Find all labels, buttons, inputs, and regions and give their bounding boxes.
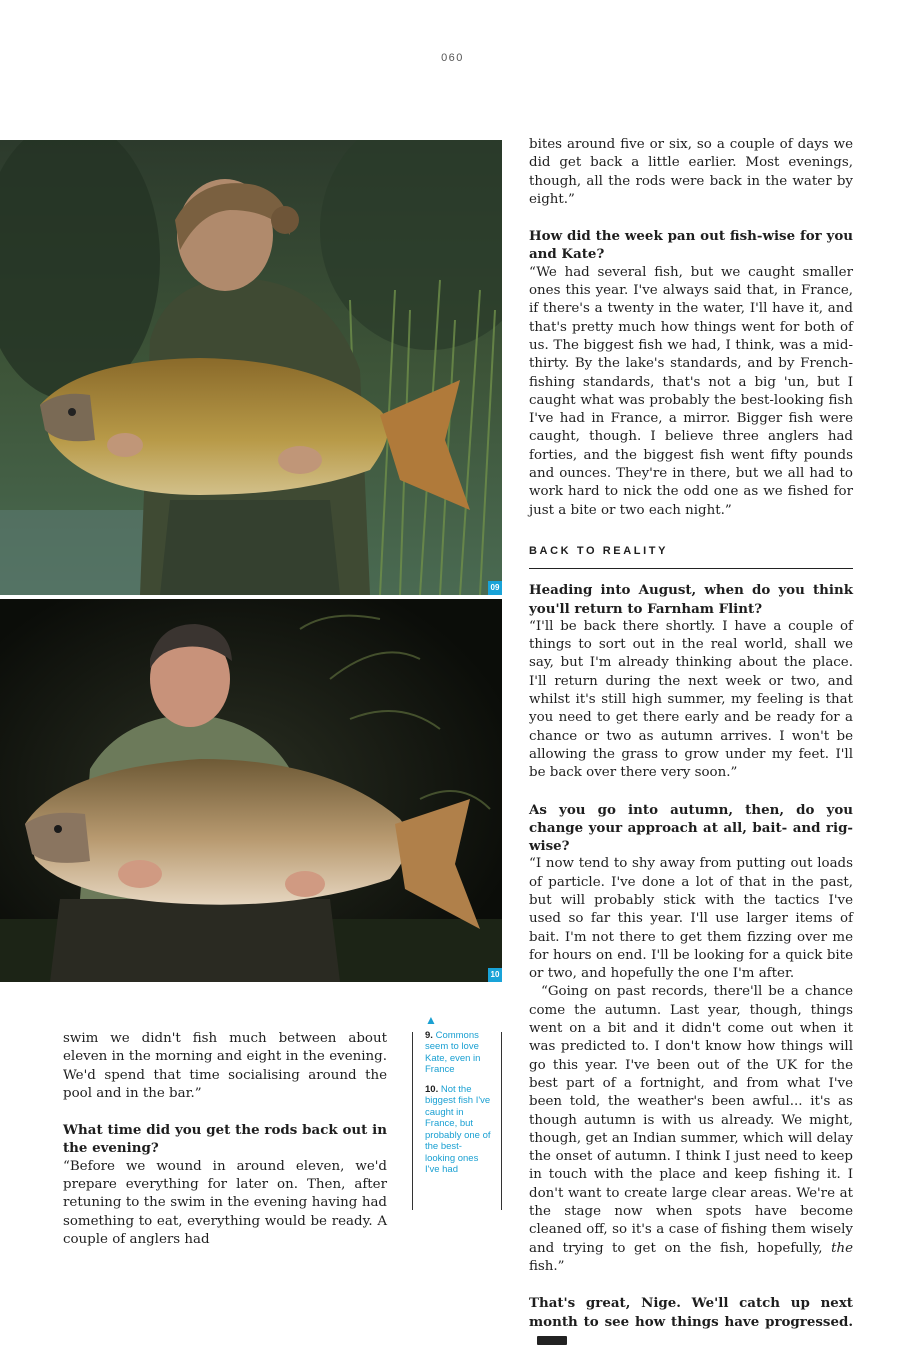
section-heading: BACK TO REALITY [529,542,853,569]
caption-pointer-icon: ▲ [425,1013,437,1027]
paragraph: “Going on past records, there'll be a chance come the autumn. Last year, though, things went on a bit and it didn't come out when it was predicted to. I don't know how things will go this year. I've been out of the UK for the best part of a fortnight, and from what I've been told, the weather's been awful... it's as though autumn is with us already. We might, though, get an Indian summer, which will delay the onset of autumn. I think I just need to keep in touch with the place and keep fishing it. I don't want to create large clear areas. We're at the stage now when spots have become cleaned off, so it's a case of fishing them wisely and trying to get on the fish, hopefully, the fish.” [529,984,853,1274]
interview-question: Heading into August, when do you think you'll return to Farnham Flint? [529,582,853,617]
body-column-right [529,136,853,1349]
caption-10: 10. Not the biggest fish I've caught in France, but probably one of the best-looking ones I've had [425,1083,491,1175]
photo-number-tag: 10 [488,968,502,982]
column-divider [501,1032,502,1210]
photo-kate-with-common-carp [0,140,502,595]
paragraph: “Before we wound in around eleven, we'd prepare everything for later on. Then, after retuning to the swim in the evening having had something to eat, everything would be ready. A couple of anglers had [63,1158,387,1247]
paragraph: bites around five or six, so a couple of days we did get back a little earlier. Most evenings, though, all the rods were back in the water by eight.” [529,137,853,207]
paragraph: “I'll be back there shortly. I have a couple of things to sort out in the real world, shall we say, but I'm already thinking about the place. I'll return during the next week or two, and whilst it's still high summer, my feeling is that you need to get there early and be ready for a chance or two as autumn arrives. I won't be allowing the grass to grow under my feet. I'll be back over there very soon.” [529,618,853,781]
body-column-left [63,1030,387,1249]
paragraph: “We had several fish, but we caught smaller ones this year. I've always said that, in France, if there's a twenty in the water, I'll have it, and that's pretty much how things went for both of us. The biggest fish we had, I think, was a mid-thirty. By the lake's standards, and by French-fishing standards, that's not a big 'un, but I caught what was probably the best-looking fish I've had in France, a mirror. Bigger fish were caught, though. I believe three anglers had forties, and the biggest fish went fifty pounds and ounces. They're in there, but we all had to work hard to nick the odd one as we fished for just a bite or two each night.” [529,264,853,518]
interview-question: That's great, Nige. We'll catch up next month to see how things have progressed. [529,1294,853,1349]
interview-question: As you go into autumn, then, do you change your approach at all, bait- and rig-wise? [529,801,853,855]
photo-captions [425,1015,491,1184]
column-divider [412,1032,413,1210]
paragraph: “I now tend to shy away from putting out loads of particle. I've done a lot of that in the past, but will probably stick with the tactics I've used so far this year. I'll use larger items of bait. I'm not there to get them fizzing over me for hours on end. I'll be looking for a quick bite or two, and hopefully the one I'm after. [529,856,853,982]
photo-angler-with-mirror-carp [0,599,502,982]
interview-question: How did the week pan out fish-wise for you and Kate? [529,228,853,263]
page-number: 060 [441,52,464,64]
paragraph: swim we didn't fish much between about eleven in the morning and eight in the evening. We'd spend that time socialising around the pool and in the bar.” [63,1031,387,1101]
interview-question: What time did you get the rods back out in the evening? [63,1122,387,1157]
end-of-article-icon [537,1336,567,1345]
caption-9: 9. Commons seem to love Kate, even in France [425,1029,481,1075]
photo-number-tag: 09 [488,581,502,595]
